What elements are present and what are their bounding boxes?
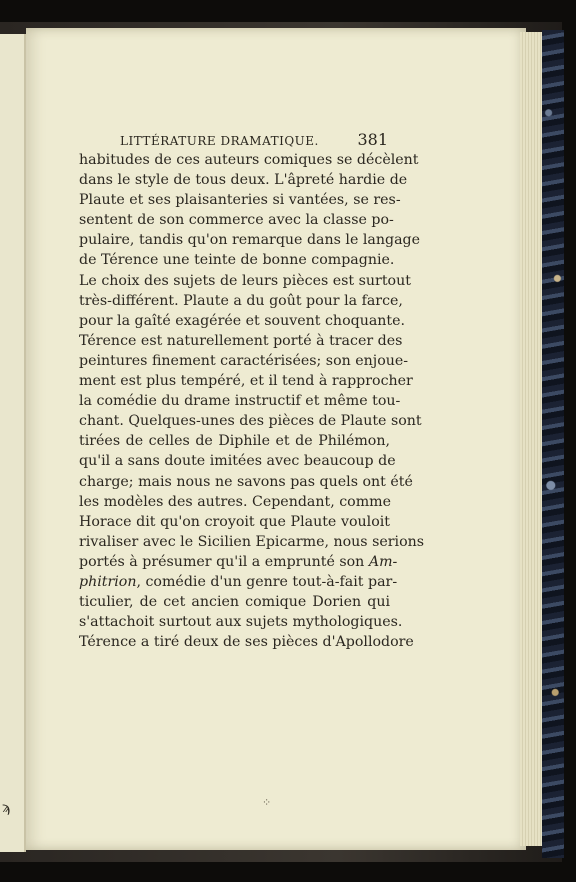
text-line: la comédie du drame instructif et même tou- xyxy=(79,393,401,410)
text-line: pulaire, tandis qu'on remarque dans le langage xyxy=(79,232,421,249)
text-line: les modèles des autres. Cependant, comme xyxy=(79,493,392,510)
text-line: très-différent. Plaute a du goût pour la farce, xyxy=(79,292,403,309)
text-line: Plaute et ses plaisanteries si vantées, se res- xyxy=(79,192,401,209)
text-line: ticulier, de cet ancien comique Dorien qui xyxy=(79,594,390,611)
italic-title-fragment: Am- xyxy=(368,553,398,570)
text-line: Le choix des sujets de leurs pièces est surtout xyxy=(79,272,411,289)
text-line: chant. Quelques-unes des pièces de Plaute sont xyxy=(79,413,422,430)
italic-title-fragment: phitrion xyxy=(79,573,137,590)
text-line: Horace dit qu'on croyoit que Plaute vouloit xyxy=(79,513,390,530)
text-line: sentent de son commerce avec la classe po- xyxy=(79,212,394,229)
text-line: rivaliser avec le Sicilien Epicarme, nous serions xyxy=(79,533,425,550)
text-line-with-italic xyxy=(79,572,398,592)
text-line: ment est plus tempéré, et il tend à rapprocher xyxy=(79,373,413,390)
text-line: charge; mais nous ne savons pas quels ont été xyxy=(79,473,413,490)
text-line: pour la gaîté exagérée et souvent choquante. xyxy=(79,312,406,329)
text-fragment: , comédie d'un genre tout-à-fait par- xyxy=(136,573,398,590)
text-line: qu'il a sans doute imitées avec beaucoup de xyxy=(79,453,396,470)
text-line: tirées de celles de Diphile et de Philémon, xyxy=(79,433,390,450)
text-line: de Térence une teinte de bonne compagnie. xyxy=(79,252,395,269)
text-fragment: portés à présumer qu'il a emprunté son xyxy=(79,553,369,570)
text-line: dans le style de tous deux. L'âpreté hardie de xyxy=(79,172,408,189)
printer-ornament: ⁘ xyxy=(262,796,273,809)
text-line: Térence a tiré deux de ses pièces d'Apollodore xyxy=(79,634,414,651)
margin-pencil-mark: ϡ xyxy=(2,800,11,816)
text-line: habitudes de ces auteurs comiques se décèlent xyxy=(79,152,419,168)
text-line-with-italic xyxy=(79,552,398,572)
facing-page-edge xyxy=(0,34,26,852)
text-line: Térence est naturellement porté à tracer des xyxy=(79,332,403,349)
page-number: 381 xyxy=(357,130,388,149)
body-text xyxy=(79,150,425,652)
marbled-cover-edge xyxy=(542,30,564,858)
text-line: s'attachoit surtout aux sujets mythologiques. xyxy=(79,614,403,631)
text-line: peintures finement caractérisées; son enjoue- xyxy=(79,352,409,369)
page-stack-edge xyxy=(520,32,542,846)
running-title: LITTÉRATURE DRAMATIQUE. xyxy=(120,134,319,148)
page-header xyxy=(120,130,388,149)
